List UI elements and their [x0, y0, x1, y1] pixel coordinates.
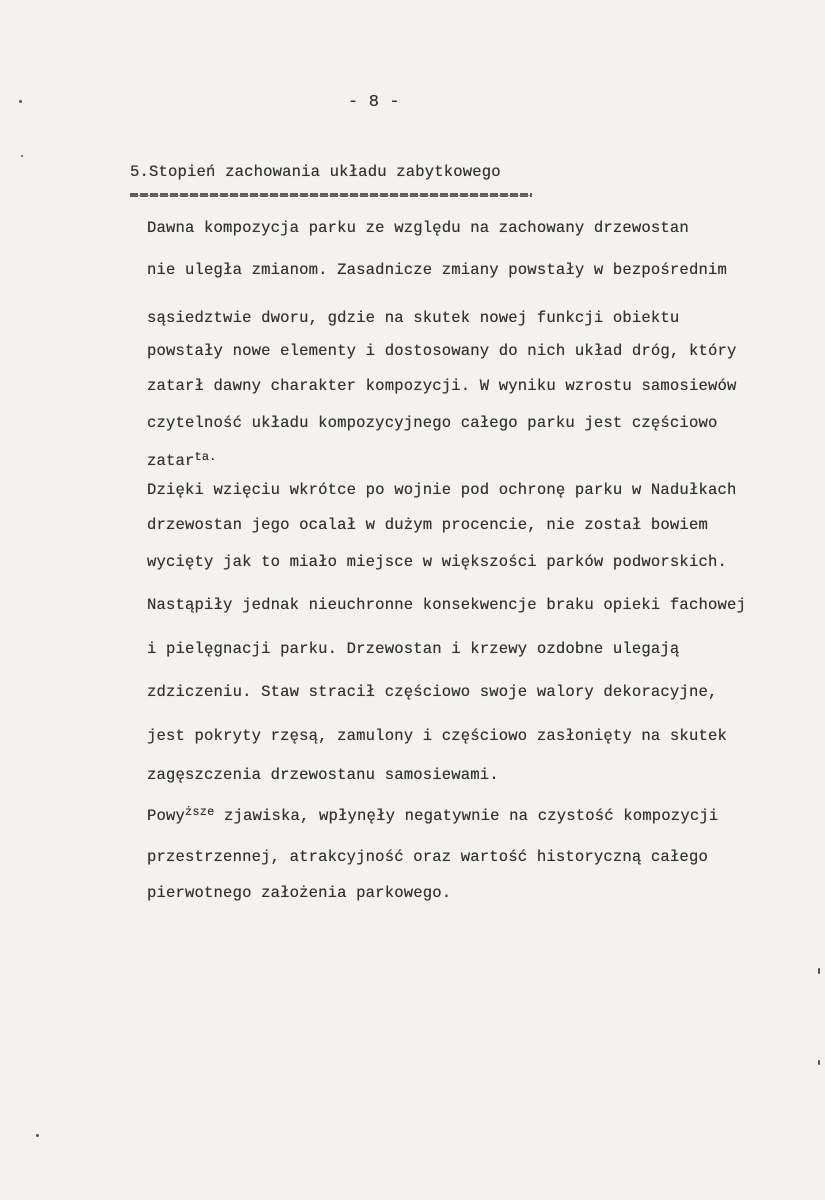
margin-speck — [818, 1060, 820, 1065]
body-line: Dzięki wzięciu wkrótce po wojnie pod ochronę parku w Nadułkach — [147, 481, 737, 499]
body-line-text: zjawiska, wpłynęły negatywnie na czystość kompozycji — [214, 807, 719, 825]
body-line: pierwotnego założenia parkowego. — [147, 884, 452, 902]
body-line: czytelność układu kompozycyjnego całego parku jest częściowo — [147, 414, 718, 432]
section-heading: 5.Stopień zachowania układu zabytkowego — [130, 163, 501, 181]
body-line: wycięty jak to miało miejsce w większości parków podworskich. — [147, 553, 727, 571]
body-line — [147, 452, 217, 471]
body-line: zatarł dawny charakter kompozycji. W wyniku wzrostu samosiewów — [147, 377, 737, 395]
body-line: zdziczeniu. Staw stracił częściowo swoje walory dekoracyjne, — [147, 683, 718, 701]
body-line: Dawna kompozycja parku ze względu na zachowany drzewostan — [147, 219, 689, 237]
body-line: Nastąpiły jednak nieuchronne konsekwencje braku opieki fachowej — [147, 596, 746, 614]
body-line-text: zatar — [147, 452, 195, 470]
body-line: jest pokryty rzęsą, zamulony i częściowo zasłonięty na skutek — [147, 727, 727, 745]
margin-speck — [19, 100, 22, 103]
body-line: przestrzennej, atrakcyjność oraz wartość historyczną całego — [147, 848, 708, 866]
body-line-text: Powy — [147, 807, 186, 825]
margin-speck — [818, 968, 820, 974]
body-line: zagęszczenia drzewostanu samosiewami. — [147, 766, 499, 784]
body-line: i pielęgnacji parku. Drzewostan i krzewy ozdobne ulegają — [147, 640, 680, 658]
raised-text: ższe — [185, 805, 215, 819]
body-line: nie uległa zmianom. Zasadnicze zmiany powstały w bezpośrednim — [147, 261, 727, 279]
body-line: powstały nowe elementy i dostosowany do nich układ dróg, który — [147, 342, 737, 360]
margin-speck — [21, 155, 23, 157]
page-number: - 8 - — [348, 93, 400, 112]
heading-underline — [130, 193, 532, 197]
body-line: sąsiedztwie dworu, gdzie na skutek nowej funkcji obiektu — [147, 309, 680, 327]
body-line — [147, 807, 718, 826]
raised-text: ta. — [194, 450, 217, 464]
margin-speck — [36, 1134, 39, 1137]
body-line: drzewostan jego ocalał w dużym procencie, nie został bowiem — [147, 516, 708, 534]
